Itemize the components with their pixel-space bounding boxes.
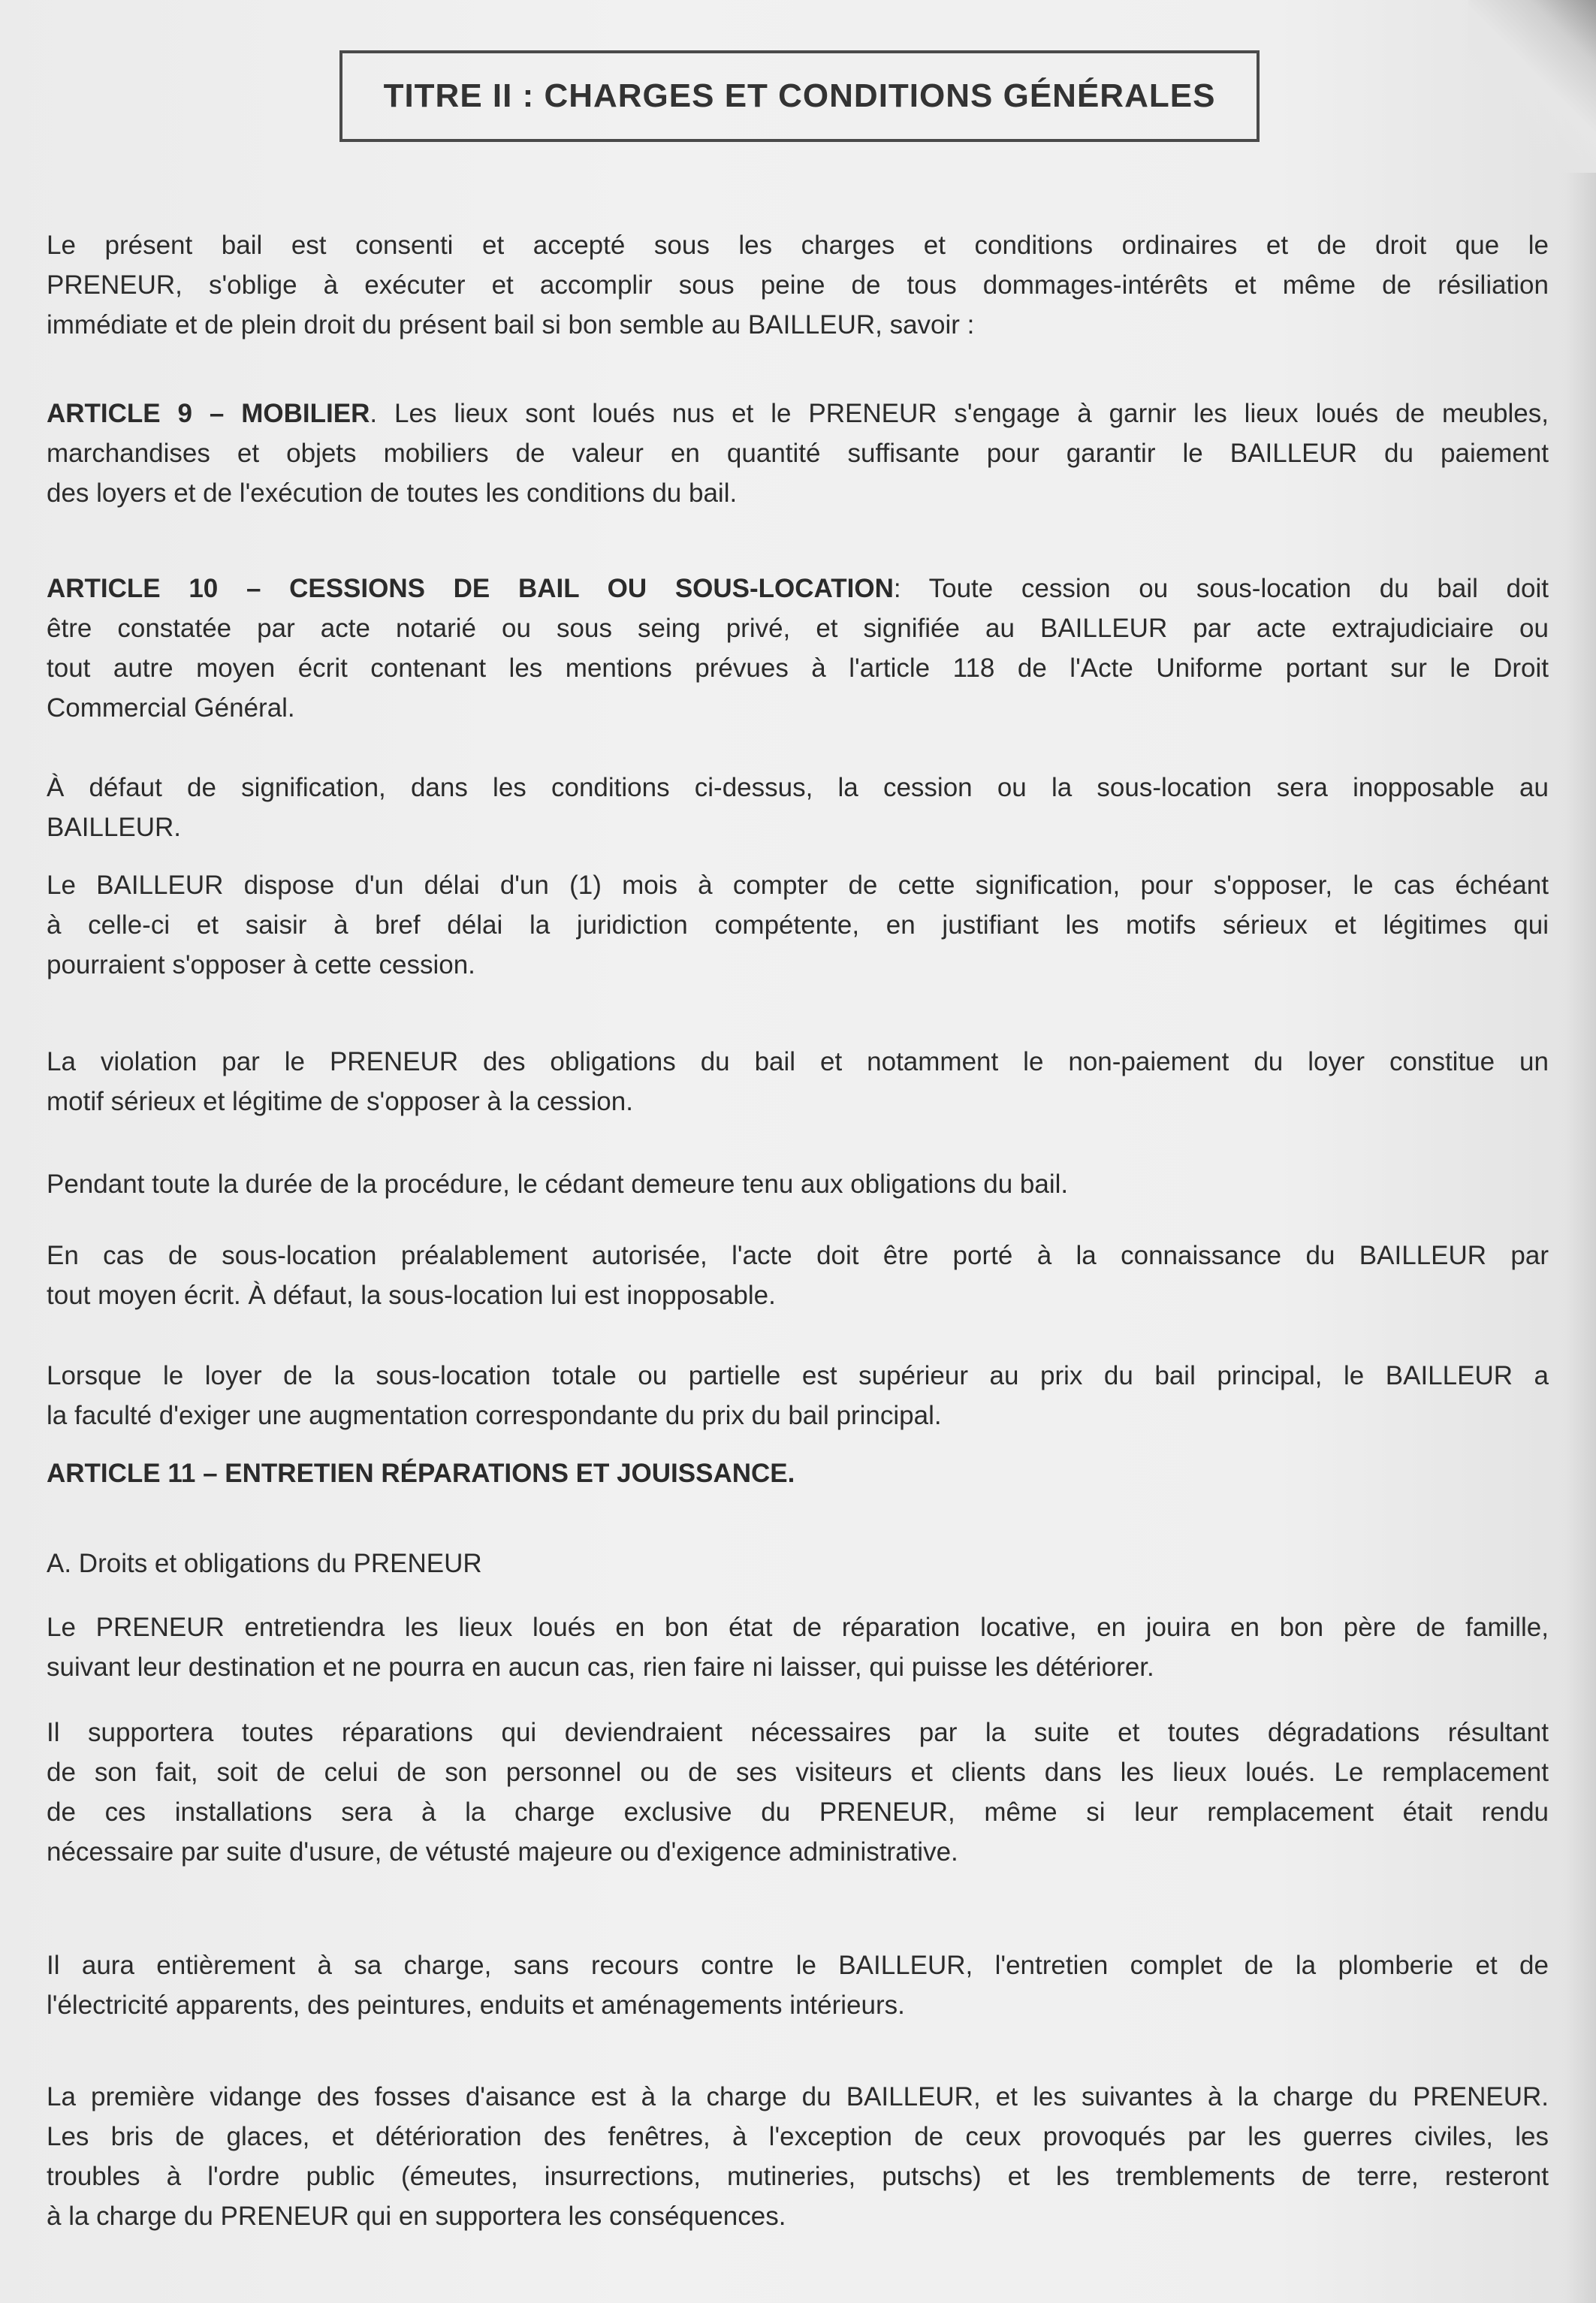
article-10-paragraph	[47, 1042, 1549, 1121]
article-10-text: : Toute cession ou sous-location du bail doit	[893, 574, 1549, 603]
article-10-paragraph	[47, 1164, 1549, 1204]
page-edge-shadow	[1566, 173, 1596, 2303]
text-line: Lorsque le loyer de la sous-location totale ou partielle est supérieur au prix du bail principal, le BAILLEUR a	[47, 1361, 1549, 1390]
folded-corner	[1468, 0, 1596, 173]
text-line: immédiate et de plein droit du présent bail si bon semble au BAILLEUR, savoir :	[47, 310, 975, 340]
text-line	[47, 569, 1549, 608]
text-line: Pendant toute la durée de la procédure, le cédant demeure tenu aux obligations du bail.	[47, 1170, 1069, 1199]
article-10-paragraph	[47, 768, 1549, 847]
text-line: de ces installations sera à la charge exclusive du PRENEUR, même si leur remplacement était rendu	[47, 1797, 1549, 1827]
article-9-text: . Les lieux sont loués nus et le PRENEUR s'engage à garnir les lieux loués de meubles,	[370, 399, 1549, 428]
article-11-subheading: A. Droits et obligations du PRENEUR	[47, 1549, 482, 1578]
text-line: Le PRENEUR entretiendra les lieux loués en bon état de réparation locative, en jouira en bon père de famille,	[47, 1613, 1549, 1642]
article-10-paragraph	[47, 865, 1549, 985]
text-line: Il supportera toutes réparations qui deviendraient nécessaires par la suite et toutes dégradations résultant	[47, 1718, 1549, 1747]
article-11-paragraph	[47, 1607, 1549, 1687]
text-line: à la charge du PRENEUR qui en supportera les conséquences.	[47, 2202, 786, 2231]
text-line: la faculté d'exiger une augmentation correspondante du prix du bail principal.	[47, 1401, 942, 1430]
text-line: En cas de sous-location préalablement autorisée, l'acte doit être porté à la connaissance du BAILLEUR par	[47, 1241, 1549, 1270]
article-11-subheading-block	[47, 1544, 1549, 1583]
text-line: tout moyen écrit. À défaut, la sous-location lui est inopposable.	[47, 1281, 776, 1310]
text-line: Il aura entièrement à sa charge, sans recours contre le BAILLEUR, l'entretien complet de la plomberie et de	[47, 1951, 1549, 1980]
article-11-paragraph	[47, 2077, 1549, 2236]
article-10-paragraph	[47, 1236, 1549, 1315]
article-11-heading: ARTICLE 11 – ENTRETIEN RÉPARATIONS ET JOUISSANCE.	[47, 1459, 795, 1488]
article-9-heading: ARTICLE 9 – MOBILIER	[47, 399, 370, 428]
text-line	[47, 394, 1549, 433]
text-line: l'électricité apparents, des peintures, enduits et aménagements intérieurs.	[47, 1991, 905, 2020]
text-line: BAILLEUR.	[47, 813, 181, 842]
text-line: Le BAILLEUR dispose d'un délai d'un (1) mois à compter de cette signification, pour s'opposer, le cas échéant	[47, 871, 1549, 900]
article-9	[47, 394, 1549, 513]
title-box	[339, 50, 1260, 142]
article-10-heading: ARTICLE 10 – CESSIONS DE BAIL OU SOUS-LOCATION	[47, 574, 894, 603]
document-title: TITRE II : CHARGES ET CONDITIONS GÉNÉRALES	[383, 77, 1216, 114]
text-line: des loyers et de l'exécution de toutes les conditions du bail.	[47, 478, 738, 508]
text-line: nécessaire par suite d'usure, de vétusté majeure ou d'exigence administrative.	[47, 1837, 958, 1867]
article-11-paragraph	[47, 1945, 1549, 2025]
intro-paragraph	[47, 225, 1549, 345]
text-line: à celle-ci et saisir à bref délai la juridiction compétente, en justifiant les motifs sérieux et légitimes qui	[47, 910, 1549, 940]
text-line: de son fait, soit de celui de son personnel ou de ses visiteurs et clients dans les lieux loués. Le remplacement	[47, 1758, 1549, 1787]
text-line: pourraient s'opposer à cette cession.	[47, 950, 475, 979]
text-line: Le présent bail est consenti et accepté sous les charges et conditions ordinaires et de droit que le	[47, 231, 1549, 260]
text-line: Les bris de glaces, et détérioration des fenêtres, à l'exception de ceux provoqués par les guerres civiles, les	[47, 2122, 1549, 2151]
article-11-paragraph	[47, 1713, 1549, 1872]
text-line: La première vidange des fosses d'aisance est à la charge du BAILLEUR, et les suivantes à la charge du PRENEUR.	[47, 2082, 1549, 2111]
text-line: être constatée par acte notarié ou sous seing privé, et signifiée au BAILLEUR par acte extrajudiciaire ou	[47, 614, 1549, 643]
text-line: tout autre moyen écrit contenant les mentions prévues à l'article 118 de l'Acte Uniforme portant sur le Droit	[47, 653, 1549, 683]
text-line: Commercial Général.	[47, 693, 295, 723]
article-10-paragraph	[47, 1356, 1549, 1435]
article-11-heading-block	[47, 1453, 1549, 1493]
text-line: La violation par le PRENEUR des obligations du bail et notamment le non-paiement du loyer constitue un	[47, 1047, 1549, 1076]
text-line: À défaut de signification, dans les conditions ci-dessus, la cession ou la sous-location sera inopposable au	[47, 773, 1549, 802]
article-10	[47, 569, 1549, 728]
text-line: PRENEUR, s'oblige à exécuter et accomplir sous peine de tous dommages-intérêts et même de résiliation	[47, 270, 1549, 300]
text-line: motif sérieux et légitime de s'opposer à la cession.	[47, 1087, 633, 1116]
text-line: marchandises et objets mobiliers de valeur en quantité suffisante pour garantir le BAILLEUR du paiement	[47, 439, 1549, 468]
text-line: troubles à l'ordre public (émeutes, insurrections, mutineries, putschs) et les tremblements de terre, resteront	[47, 2162, 1549, 2191]
text-line: suivant leur destination et ne pourra en aucun cas, rien faire ni laisser, qui puisse les détériorer.	[47, 1653, 1154, 1682]
